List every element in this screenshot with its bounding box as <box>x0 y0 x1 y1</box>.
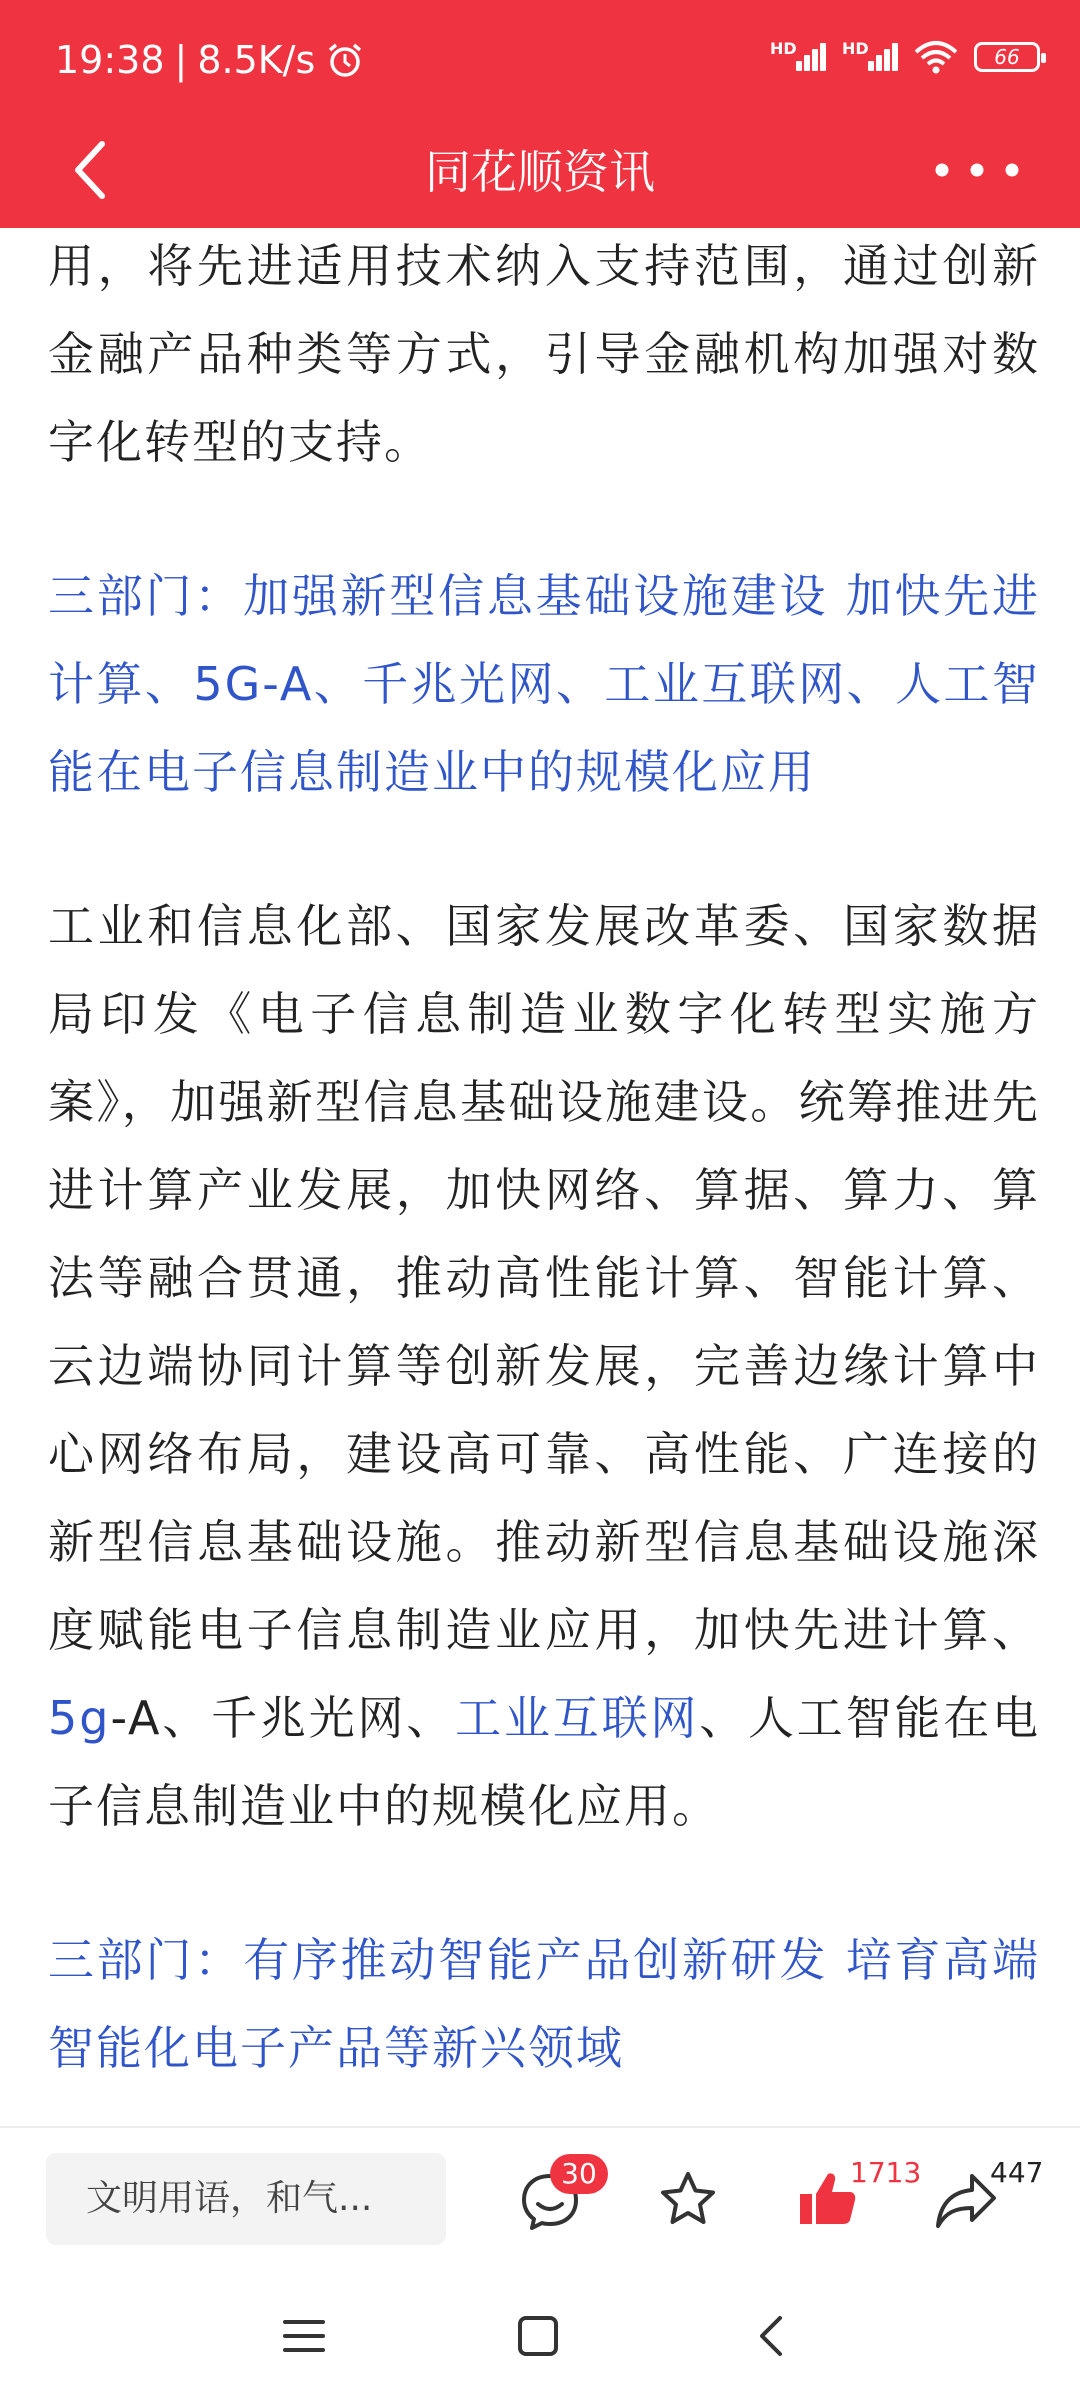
alarm-icon <box>325 40 365 80</box>
more-options-icon[interactable] <box>922 150 1032 190</box>
battery-level: 66 <box>994 45 1020 69</box>
wifi-icon <box>914 40 958 74</box>
system-back-icon[interactable] <box>752 2312 792 2360</box>
status-divider: | <box>174 38 188 82</box>
status-bar <box>0 0 1080 120</box>
signal-icon: HD <box>770 43 826 71</box>
comment-input[interactable]: 文明用语，和气... <box>46 2153 446 2245</box>
article-paragraph-1: 用，将先进适用技术纳入支持范围，通过创新金融产品种类等方式，引导金融机构加强对数字化转型的支持。 <box>48 239 1040 469</box>
status-left <box>55 38 365 82</box>
comment-count-badge: 30 <box>550 2154 608 2194</box>
nav-bar <box>0 120 1080 228</box>
bottom-action-bar <box>0 2126 1080 2276</box>
article-paragraph-2: 工业和信息化部、国家发展改革委、国家数据局印发《电子信息制造业数字化转型实施方案》，加强新型信息基础设施建设。统筹推进先进计算产业发展，加快网络、算据、算力、算法等融合贯通，推动高性能计算、智能计算、云边端协同计算等创新发展，完善边缘计算中心网络布局，建设高可靠、高性能、广连接的新型信息基础设施。推动新型信息基础设施深度赋能电子信息制造业应用，加快先进计算、5g-A、千兆光网、工业互联网、人工智能在电子信息制造业中的规模化应用。 <box>48 899 1041 1833</box>
article-heading-1[interactable]: 三部门：加强新型信息基础设施建设 加快先进计算、5G-A、千兆光网、工业互联网、人工智能在电子信息制造业中的规模化应用 <box>48 569 1040 799</box>
battery-icon <box>974 42 1040 72</box>
article-content <box>48 222 1040 2092</box>
app-header <box>0 0 1080 228</box>
article-heading-2[interactable]: 三部门：有序推动智能产品创新研发 培育高端智能化电子产品等新兴领域 <box>48 1933 1040 2075</box>
home-square-icon[interactable] <box>516 2314 560 2358</box>
network-speed: 8.5K/s <box>197 38 316 82</box>
link-industrial-internet[interactable]: 工业互联网 <box>455 1691 700 1745</box>
link-5g[interactable]: 5g <box>48 1691 111 1745</box>
menu-lines-icon[interactable] <box>282 2316 326 2356</box>
status-right <box>770 40 1040 74</box>
share-count: 447 <box>990 2156 1044 2189</box>
system-navigation-bar <box>0 2276 1080 2400</box>
page-title: 同花顺资讯 <box>425 145 655 199</box>
like-count: 1713 <box>850 2156 922 2189</box>
status-time: 19:38 <box>55 38 165 82</box>
favorite-star-icon[interactable] <box>656 2168 720 2232</box>
signal-icon-2: HD <box>842 43 898 71</box>
